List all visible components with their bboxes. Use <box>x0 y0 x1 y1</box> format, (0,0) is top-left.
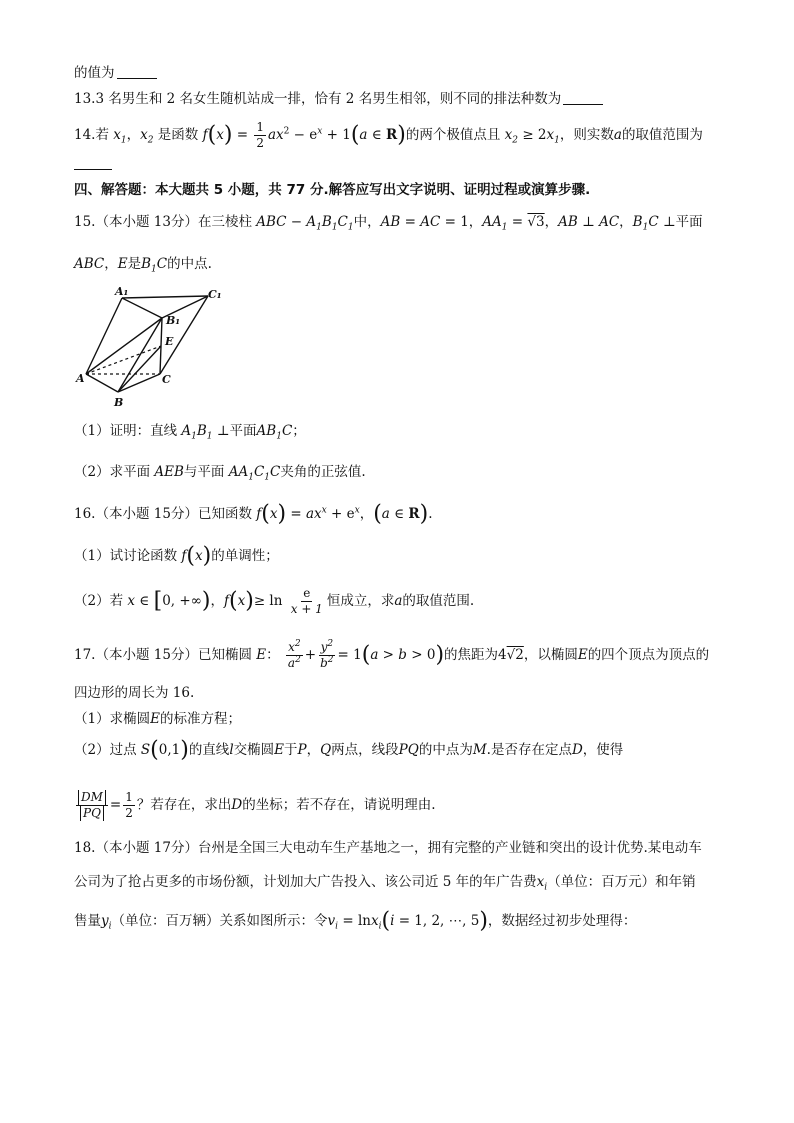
answer-blank-14 <box>74 155 112 170</box>
question-14: 14.若 $x_1$，$x_2$ 是函数 f(x) = $\frac{1}{2}$ $ax^2 - e^x + 1(a$ ∈ R)的两个极值点且 $x_2 \ge 2x_1$，则实数a的取值范围为 <box>74 120 703 150</box>
edge-a1b1 <box>122 298 162 318</box>
edge-bc <box>118 374 160 392</box>
q17-part2-cont: $\frac{DM}{PQ}$ = $\frac{1}{2}$ ？若存在，求出D的坐标；若不存在，请说明理由. <box>74 790 436 821</box>
q15-text-d: 是 <box>127 256 142 272</box>
q17-part2-text-d: 于 <box>284 742 298 758</box>
q16-part2: （2）若 x ∈ [0, +∞)，f(x)≥ ln $\frac{e}{x + 1}$ 恒成立，求a的取值范围. <box>74 586 475 616</box>
fraction-dm-pq: $\frac{DM}{PQ}$ <box>76 790 108 821</box>
question-18-line2: 公司为了抢占更多的市场份额，计划加大广告投入、该公司近 5 年的年广告费$x_i$（单位：百万元）和年销 <box>74 874 696 893</box>
prism-figure <box>74 284 234 412</box>
edge-be <box>118 346 161 392</box>
question-18-line3: 售量$y_i$（单位：百万辆）关系如图所示：令$v_i = \ln x_i(i = 1$, 2, ⋯, 5)，数据经过初步处理得： <box>74 908 637 934</box>
label-c: C <box>162 373 171 386</box>
q17-part2-text-j: 的坐标；若不存在，请说明理由. <box>242 797 436 813</box>
q18-text-f: ，数据经过初步处理得： <box>487 913 637 929</box>
edge-bb1 <box>118 318 162 392</box>
label-c1: C₁ <box>208 288 222 301</box>
q17-part2-text-i: ？若存在，求出 <box>136 797 232 813</box>
q16-part1: （1）试讨论函数 f(x)的单调性； <box>74 543 279 569</box>
fraction-half-2: $\frac{1}{2}$ <box>125 790 133 820</box>
q17-part2-text-f: 的中点为 <box>418 742 473 758</box>
label-b: B <box>114 396 124 409</box>
q18-text-c: （单位：百万元）和年销 <box>547 874 696 890</box>
question-18: 18.（本小题 17分）台州是全国三大电动车生产基地之一，拥有完整的产业链和突出的设计优势.某电动车 <box>74 840 702 856</box>
question-17: 17.（本小题 15分）已知椭圆 E： $\frac{x^2}{a^2}$ + $\frac{y^2}{b^2}$ = 1(a > b > 0)的焦距为4√2，以椭圆E的四个顶点为顶点的 <box>74 639 710 670</box>
q14-text-e: 的取值范围为 <box>621 127 703 143</box>
edge-ab1 <box>86 318 162 374</box>
fraction-y2-b2: $\frac{y^2}{b^2}$ <box>320 639 334 670</box>
question-17-cont: 四边形的周长为 16. <box>74 685 195 701</box>
q17-part1-text: （1）求椭圆 <box>74 711 151 727</box>
q17-part2-text-e: 两点，线段 <box>331 742 399 758</box>
q17-part2-text: （2）过点 <box>74 742 137 758</box>
question-15: 15.（本小题 13分）在三棱柱 ABC − $A_1B_1C_1$中，AB = AC = 1，$AA_1 = √3$，AB ⊥ AC，$B_1C$ ⊥平面 <box>74 214 703 233</box>
q15-part2-text: （2）求平面 <box>74 464 151 480</box>
q16-part2-text-c: 的取值范围. <box>402 593 475 609</box>
edge-ab <box>86 374 118 392</box>
edge-a1c1 <box>122 296 208 298</box>
fraction-e-over-x1: $\frac{e}{x + 1}$ <box>290 586 323 616</box>
q17-part1: （1）求椭圆E的标准方程； <box>74 711 241 727</box>
q15-part2-text-b: 与平面 <box>183 464 225 480</box>
section-heading: 四、解答题：本大题共 5 小题，共 77 分.解答应写出文字说明、证明过程或演算步骤. <box>74 182 591 198</box>
q17-part1-text-b: 的标准方程； <box>159 711 241 727</box>
q18-text-d: 售量 <box>74 913 101 929</box>
q13-text: 13.3 名男生和 2 名女生随机站成一排，恰有 2 名男生相邻，则不同的排法种数为 <box>74 91 562 107</box>
q16-text-a: 16.（本小题 15分）已知函数 <box>74 506 252 522</box>
q17-part2-text-g: .是否存在定点 <box>486 742 572 758</box>
q17-text-d: 的四个顶点为顶点的 <box>587 647 710 663</box>
label-e: E <box>165 335 174 348</box>
answer-blank-13 <box>563 90 603 105</box>
q17-text-c: ，以椭圆 <box>523 647 578 663</box>
q14-text-c: 的两个极值点且 <box>405 127 501 143</box>
answer-blank-12 <box>117 64 157 79</box>
label-a1: A₁ <box>115 285 129 298</box>
q15-text-b: 中， <box>353 214 381 230</box>
q16-part1-text-b: 的单调性； <box>211 548 279 564</box>
fraction-x2-a2: $\frac{x^2}{a^2}$ <box>287 639 301 670</box>
q15-part1-text: （1）证明：直线 <box>74 423 178 439</box>
q15-text-e: 的中点. <box>167 256 212 272</box>
q15-part1-text-b: 平面 <box>229 423 257 439</box>
q15-part1: （1）证明：直线 $A_1B_1$ ⊥平面$AB_1C$； <box>74 423 306 442</box>
q17-part2: （2）过点 S(0,1)的直线l交椭圆E于P，Q两点，线段PQ的中点为M.是否存在定点D，使得 <box>74 737 624 763</box>
q14-text-d: ，则实数 <box>559 127 614 143</box>
q12-tail <box>74 63 157 83</box>
q16-part1-text: （1）试讨论函数 <box>74 548 178 564</box>
q12-tail-text: 的值为 <box>74 65 115 81</box>
q14-blank-line <box>74 154 112 174</box>
fraction-half: $\frac{1}{2}$ <box>256 120 264 150</box>
q17-text-a: 17.（本小题 15分）已知椭圆 <box>74 647 252 663</box>
question-13 <box>74 89 603 109</box>
q14-text-a: 14.若 <box>74 127 109 143</box>
q15-text-a: 15.（本小题 13分）在三棱柱 <box>74 214 252 230</box>
q15-part2-text-c: 夹角的正弦值. <box>280 464 366 480</box>
question-15-cont: ABC，E是$B_1C$的中点. <box>74 256 212 275</box>
q15-text-c: 平面 <box>675 214 703 230</box>
q17-text-b: 的焦距为 <box>444 647 499 663</box>
q17-part2-text-c: 交椭圆 <box>233 742 275 758</box>
q18-text-b: 公司为了抢占更多的市场份额，计划加大广告投入、该公司近 5 年的年广告费 <box>74 874 537 890</box>
q18-text-e: （单位：百万辆）关系如图所示：令 <box>111 913 328 929</box>
q15-part2: （2）求平面 AEB与平面 $AA_1C_1C$夹角的正弦值. <box>74 464 366 483</box>
q16-part2-text-b: 恒成立，求 <box>326 593 395 609</box>
question-16: 16.（本小题 15分）已知函数 $f(x) = ax^x + e^x$，(a ∈ R). <box>74 501 433 527</box>
q17-part2-text-b: 的直线 <box>188 742 230 758</box>
label-b1: B₁ <box>166 314 181 327</box>
q16-part2-text: （2）若 <box>74 593 124 609</box>
q14-text-b: 是函数 <box>157 127 199 143</box>
label-a: A <box>76 372 85 385</box>
q17-part2-text-h: ，使得 <box>582 742 624 758</box>
